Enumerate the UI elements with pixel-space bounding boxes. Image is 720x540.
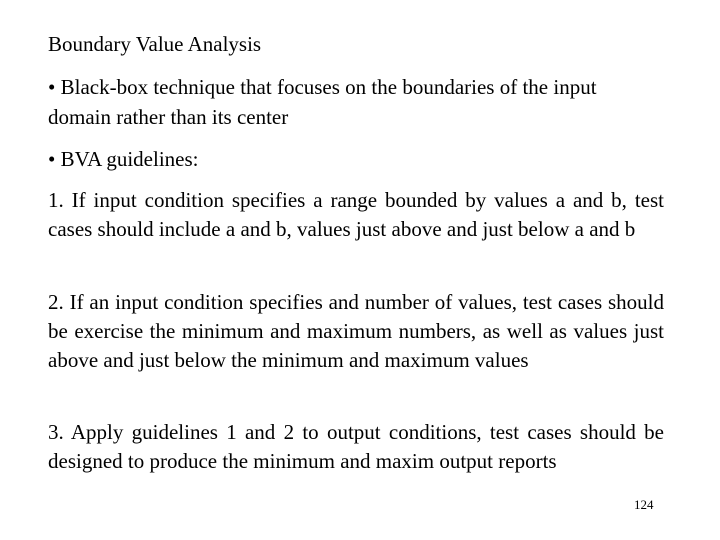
guideline-3: 3. Apply guidelines 1 and 2 to output conditions, test cases should be designed to produce the minimum and maxim output reports bbox=[48, 420, 664, 473]
page-number: 124 bbox=[634, 497, 654, 512]
guideline-1: 1. If input condition specifies a range bounded by values a and b, test cases should include a and b, values just above and just below a and b bbox=[48, 188, 664, 241]
slide-title: Boundary Value Analysis bbox=[48, 32, 262, 56]
bullet-black-box-technique: • Black-box technique that focuses on the boundaries of the input domain rather than its center bbox=[48, 75, 597, 129]
bullet-bva-guidelines: • BVA guidelines: bbox=[48, 147, 199, 171]
guideline-2: 2. If an input condition specifies and number of values, test cases should be exercise the minimum and maximum numbers, as well as values just above and just below the minimum and maximum values bbox=[48, 290, 664, 372]
